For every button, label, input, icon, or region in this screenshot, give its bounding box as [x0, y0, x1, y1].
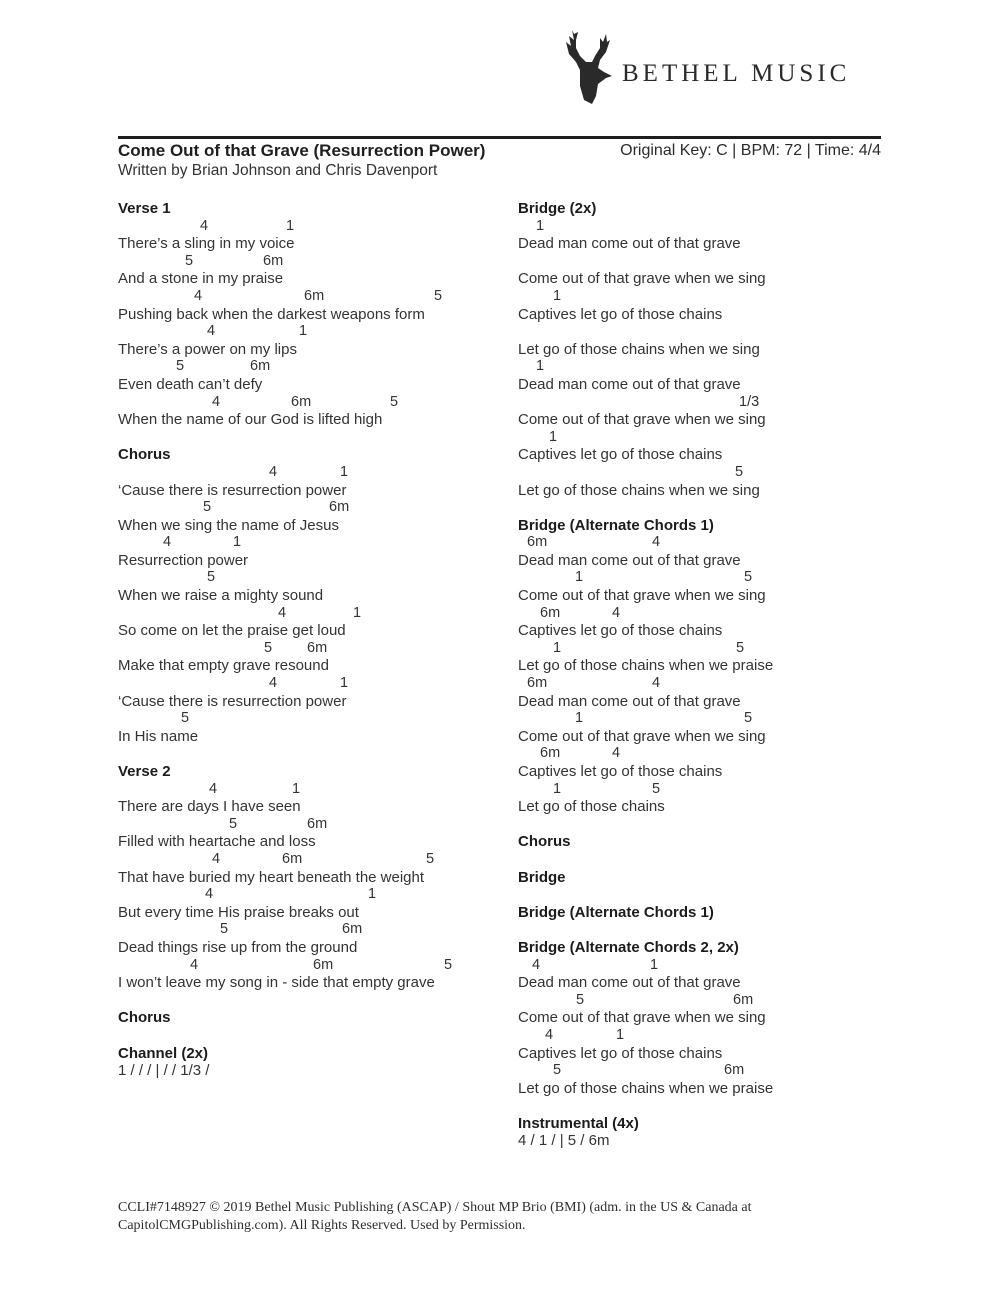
lyric-text: When we sing the name of Jesus [118, 516, 339, 534]
lyric-text: Dead things rise up from the ground [118, 938, 358, 956]
chord-row [118, 218, 508, 236]
chord: 4 [269, 463, 278, 480]
chord: 6m [540, 604, 561, 621]
chord: 1 [353, 604, 362, 621]
lyric-line [118, 710, 508, 745]
chord: 1 [553, 639, 562, 656]
lyric-line [118, 569, 508, 604]
chord-row [518, 394, 908, 412]
lyric-line [518, 323, 908, 358]
chord-row [118, 921, 508, 939]
chord-row [518, 253, 908, 271]
chord: 5 [444, 956, 453, 973]
chord: 1 [616, 1026, 625, 1043]
chord: 4 [212, 850, 221, 867]
chord: 1 [340, 675, 349, 692]
lyric-text: Dead man come out of that grave [518, 551, 741, 569]
lyric-line [518, 534, 908, 569]
lyric-line [118, 886, 508, 921]
lyric-line [518, 957, 908, 992]
section-title: Instrumental (4x) [518, 1114, 639, 1132]
chord: 4 [612, 604, 621, 621]
section-title: Bridge (Alternate Chords 1) [518, 903, 714, 921]
lyric-line [118, 358, 508, 393]
chord: 1 [536, 358, 545, 375]
chord: 1 [650, 956, 659, 973]
lyric-text: Captives let go of those chains [518, 622, 723, 640]
lyric-text: Captives let go of those chains [518, 1044, 723, 1062]
chord: 5 [735, 463, 744, 480]
lyric-line [518, 640, 908, 675]
chord: 5 [652, 780, 661, 797]
chord-row [518, 992, 908, 1010]
chord-row [118, 464, 508, 482]
lyric-text: Let go of those chains when we sing [518, 340, 760, 358]
chord: 6m [527, 675, 548, 692]
chord: 1 [286, 217, 295, 234]
lyric-line [518, 464, 908, 499]
chord: 5 [744, 569, 753, 586]
chord: 4 [163, 534, 172, 551]
lyric-text: Come out of that grave when we sing [518, 1009, 766, 1027]
chord-row [518, 218, 908, 236]
lyric-line [518, 253, 908, 288]
chord: 6m [307, 639, 328, 656]
chord: 1 [536, 217, 545, 234]
chord: 4 [278, 604, 287, 621]
section-title: Chorus [118, 446, 171, 464]
chord-row [118, 323, 508, 341]
chord: 1 [233, 534, 242, 551]
section-title: Verse 1 [118, 200, 171, 217]
chord-row [518, 1027, 908, 1045]
chord: 1/3 [739, 393, 760, 410]
chord: 1 [553, 780, 562, 797]
song-section [518, 833, 908, 851]
lyric-text: Dead man come out of that grave [518, 235, 741, 253]
song-section [118, 763, 508, 992]
chord: 5 [576, 991, 585, 1008]
chord: 1 [553, 287, 562, 304]
lyric-text: Dead man come out of that grave [518, 375, 741, 393]
song-title: Come Out of that Grave (Resurrection Power) [118, 141, 486, 160]
chord: 1 [575, 710, 584, 727]
lyric-line [118, 253, 508, 288]
lyric-text: Even death can’t defy [118, 375, 263, 393]
chord-row [118, 358, 508, 376]
deer-head-icon [562, 26, 618, 106]
chord: 6m [733, 991, 754, 1008]
chord-row [118, 253, 508, 271]
chord: 5 [426, 850, 435, 867]
lyric-line [118, 499, 508, 534]
lyric-line [518, 1062, 908, 1097]
chord: 6m [263, 252, 284, 269]
lyric-text: When we raise a mighty sound [118, 587, 324, 605]
chord: 5 [203, 499, 212, 516]
lyric-text: Captives let go of those chains [518, 446, 723, 464]
left-column [118, 200, 508, 1097]
chord: 4 [212, 393, 221, 410]
chord: 4 [205, 886, 214, 903]
lyric-text: Resurrection power [118, 551, 249, 569]
chord-row [118, 569, 508, 587]
lyric-line [118, 816, 508, 851]
chord: 1 [575, 569, 584, 586]
lyric-line [118, 394, 508, 429]
lyric-text: Dead man come out of that grave [518, 692, 741, 710]
chord-row [518, 323, 908, 341]
lyric-text: In His name [118, 727, 199, 745]
lyric-line [518, 569, 908, 604]
lyric-line [518, 429, 908, 464]
lyric-text: Let go of those chains when we praise [518, 1079, 774, 1097]
song-section [518, 869, 908, 887]
chord: 6m [342, 921, 363, 938]
chord: 6m [540, 745, 561, 762]
chord: 4 [194, 287, 203, 304]
header-rule [118, 136, 881, 139]
lyric-text: Let go of those chains [518, 798, 665, 816]
lyric-text: There’s a sling in my voice [118, 235, 295, 253]
lyric-line [118, 288, 508, 323]
lyric-text: Captives let go of those chains [518, 305, 723, 323]
lyric-text: Let go of those chains when we praise [518, 657, 774, 675]
chord: 5 [229, 815, 238, 832]
section-title: Bridge [518, 868, 566, 886]
lyric-line [518, 675, 908, 710]
lyric-text: ‘Cause there is resurrection power [118, 481, 347, 499]
chord: 6m [329, 499, 350, 516]
chord: 6m [250, 358, 271, 375]
chord-row [518, 605, 908, 623]
lyric-text: Come out of that grave when we sing [518, 411, 766, 429]
chord: 6m [291, 393, 312, 410]
chord: 6m [724, 1062, 745, 1079]
lyric-line [518, 218, 908, 253]
lyric-text: Come out of that grave when we sing [518, 270, 766, 288]
chord-row [518, 569, 908, 587]
chord-progression: 4 / 1 / | 5 / 6m [518, 1132, 610, 1150]
chord-row [118, 499, 508, 517]
chord: 6m [282, 850, 303, 867]
section-title: Bridge (2x) [518, 200, 597, 217]
chord-row [518, 957, 908, 975]
lyric-line [518, 358, 908, 393]
section-title: Chorus [118, 1009, 171, 1027]
lyric-text: Let go of those chains when we sing [518, 481, 760, 499]
song-section [518, 1115, 908, 1150]
chord-row [118, 710, 508, 728]
section-title: Verse 2 [118, 763, 171, 780]
lyric-line [118, 851, 508, 886]
song-section [118, 1009, 508, 1027]
section-title: Chorus [518, 833, 571, 851]
chord: 5 [744, 710, 753, 727]
chord: 4 [545, 1026, 554, 1043]
song-section [118, 1045, 508, 1080]
chord: 5 [390, 393, 399, 410]
brand-name: BETHEL MUSIC [622, 60, 851, 87]
chord-row [118, 288, 508, 306]
lyric-text: There are days I have seen [118, 798, 301, 816]
lyric-text: But every time His praise breaks out [118, 903, 359, 921]
lyric-line [118, 957, 508, 992]
chord-row [118, 816, 508, 834]
chord: 5 [181, 710, 190, 727]
lyric-text: Filled with heartache and loss [118, 833, 316, 851]
chord: 4 [190, 956, 199, 973]
lyric-text: I won’t leave my song in - side that empty grave [118, 974, 435, 992]
chord: 1 [340, 463, 349, 480]
chord: 1 [292, 780, 301, 797]
chord: 6m [307, 815, 328, 832]
lyric-line [118, 640, 508, 675]
chord: 4 [207, 323, 216, 340]
chord-row [518, 358, 908, 376]
chord-row [518, 288, 908, 306]
chord: 5 [434, 287, 443, 304]
chord-progression: 1 / / / | / / 1/3 / [118, 1062, 210, 1080]
chord: 6m [313, 956, 334, 973]
lyric-line [118, 218, 508, 253]
lyric-line [118, 921, 508, 956]
lyric-line [518, 1027, 908, 1062]
lyric-line [518, 710, 908, 745]
lyric-text: Make that empty grave resound [118, 657, 329, 675]
chord-row [118, 394, 508, 412]
song-section [518, 200, 908, 499]
bethel-music-logo [562, 26, 882, 106]
song-writers: Written by Brian Johnson and Chris Davenport [118, 162, 438, 179]
song-section [118, 446, 508, 745]
chord-row [518, 675, 908, 693]
lyric-text: There’s a power on my lips [118, 340, 297, 358]
lyric-line [518, 394, 908, 429]
chord-row [118, 675, 508, 693]
lyric-text: Dead man come out of that grave [518, 974, 741, 992]
chord: 5 [220, 921, 229, 938]
chord: 4 [532, 956, 541, 973]
chord-row [118, 886, 508, 904]
lyric-text: So come on let the praise get loud [118, 622, 346, 640]
chord: 5 [185, 252, 194, 269]
lyric-line [518, 288, 908, 323]
lyric-line [118, 534, 508, 569]
chord: 5 [264, 639, 273, 656]
lyric-line [518, 605, 908, 640]
chord-row [518, 1062, 908, 1080]
chord-row [118, 605, 508, 623]
lyric-text: And a stone in my praise [118, 270, 284, 288]
lyric-line [118, 781, 508, 816]
lyric-text: ‘Cause there is resurrection power [118, 692, 347, 710]
section-title: Bridge (Alternate Chords 1) [518, 516, 714, 534]
chord: 4 [200, 217, 209, 234]
chord-row [118, 640, 508, 658]
right-column [518, 200, 908, 1168]
lyric-line [518, 781, 908, 816]
chord: 5 [176, 358, 185, 375]
chord: 1 [299, 323, 308, 340]
chord: 5 [736, 639, 745, 656]
song-section [518, 939, 908, 1097]
chord: 4 [209, 780, 218, 797]
chord-row [118, 851, 508, 869]
chord: 5 [207, 569, 216, 586]
chord-row [118, 957, 508, 975]
lyric-text: When the name of our God is lifted high [118, 411, 383, 429]
chord: 1 [549, 428, 558, 445]
chord-row [518, 640, 908, 658]
lyric-text: Come out of that grave when we sing [518, 727, 766, 745]
lyric-line [118, 323, 508, 358]
copyright-footer: CCLI#7148927 © 2019 Bethel Music Publishing (ASCAP) / Shout MP Brio (BMI) (adm. in the US & Canada at CapitolCMGPublishing.com). All Rights Reserved. Used by Permission. [118, 1200, 752, 1233]
lyric-line [518, 992, 908, 1027]
song-meta: Original Key: C | BPM: 72 | Time: 4/4 [620, 142, 881, 159]
chord: 1 [368, 886, 377, 903]
lyric-text: Captives let go of those chains [518, 763, 723, 780]
chord-row [118, 781, 508, 799]
lyric-text: Pushing back when the darkest weapons form [118, 305, 425, 323]
chord: 6m [304, 287, 325, 304]
song-section [518, 904, 908, 922]
chord-row [518, 781, 908, 799]
song-section [118, 200, 508, 429]
chord: 6m [527, 534, 548, 551]
chord: 4 [652, 675, 661, 692]
chord-row [518, 710, 908, 728]
chord: 4 [652, 534, 661, 551]
lyric-line [118, 605, 508, 640]
chord-row [518, 534, 908, 552]
chord-row [518, 429, 908, 447]
song-section [518, 517, 908, 816]
chord: 5 [553, 1062, 562, 1079]
chord: 4 [269, 675, 278, 692]
lyric-text: Come out of that grave when we sing [518, 587, 766, 605]
section-title: Channel (2x) [118, 1044, 209, 1062]
chord: 4 [612, 745, 621, 762]
lyric-line [118, 675, 508, 710]
chord-row [518, 745, 908, 763]
lyric-line [118, 464, 508, 499]
chord-row [518, 464, 908, 482]
lyric-text: That have buried my heart beneath the weight [118, 868, 425, 886]
chord-row [118, 534, 508, 552]
lyric-line [518, 745, 908, 780]
section-title: Bridge (Alternate Chords 2, 2x) [518, 938, 739, 956]
